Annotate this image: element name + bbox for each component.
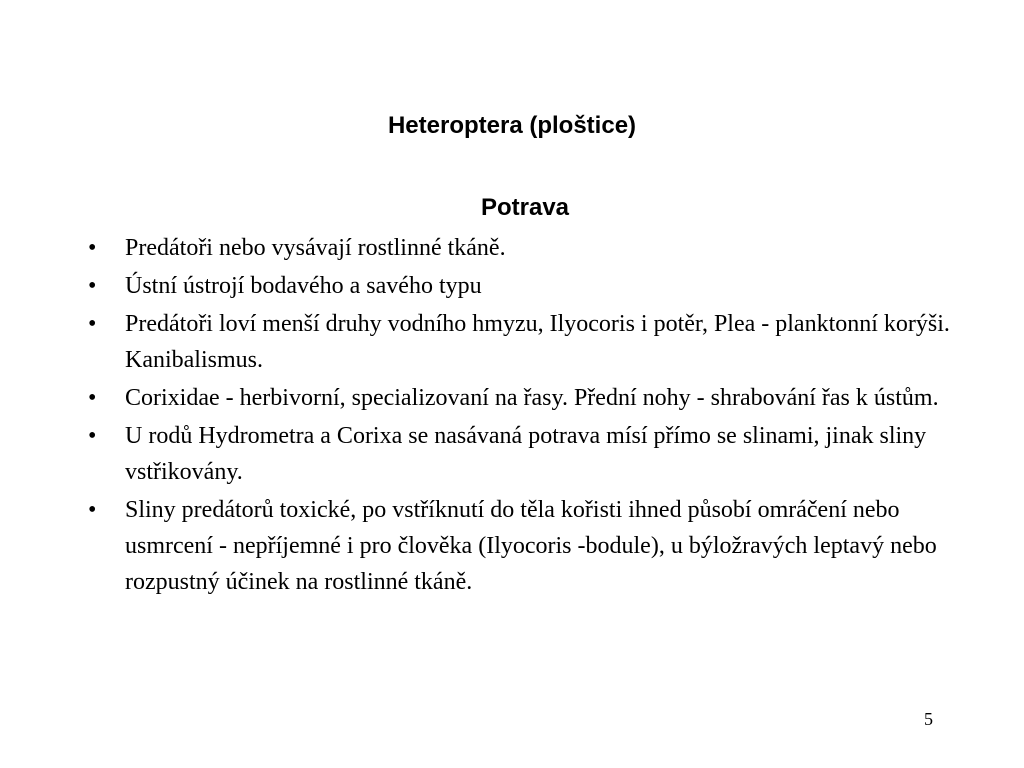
bullet-marker: • [88, 385, 97, 411]
bullet-marker: • [88, 273, 97, 299]
slide-title [0, 110, 1024, 142]
bullet-text: Ústní ústrojí bodavého a savého typu [125, 273, 482, 299]
bullet-text: Sliny predátorů toxické, po vstříknutí do těla kořisti ihned působí omráčení nebo usmrcení - nepříjemné i pro člověka (Ilyocoris -bodule), u býložravých leptavý nebo rozpustný účinek na rostlinné tkáně. [125, 497, 937, 595]
bullet-marker: • [88, 497, 97, 523]
bullet-item [88, 492, 978, 600]
bullet-text: Predátoři loví menší druhy vodního hmyzu, Ilyocoris i potěr, Plea - planktonní korýši. Kanibalismus. [125, 311, 950, 373]
bullet-item [88, 268, 978, 304]
bullet-text: Corixidae - herbivorní, specializovaní na řasy. Přední nohy - shrabování řas k ústům. [125, 385, 939, 411]
bullet-marker: • [88, 423, 97, 449]
bullet-item [88, 230, 978, 266]
bullet-item [88, 418, 978, 490]
title-rest: (ploštice) [522, 112, 637, 139]
section-heading: Potrava [480, 194, 570, 221]
bullet-text: Predátoři nebo vysávají rostlinné tkáně. [125, 235, 506, 261]
bullet-marker: • [88, 311, 97, 337]
bullet-item [88, 380, 978, 416]
bullet-list [88, 230, 978, 602]
page-number: 5 [924, 709, 933, 729]
bullet-text: U rodů Hydrometra a Corixa se nasávaná potrava mísí přímo se slinami, jinak sliny vstřikovány. [125, 423, 927, 485]
bullet-item [88, 306, 978, 378]
bullet-marker: • [88, 235, 97, 261]
title-bold: Heteroptera [387, 112, 523, 139]
